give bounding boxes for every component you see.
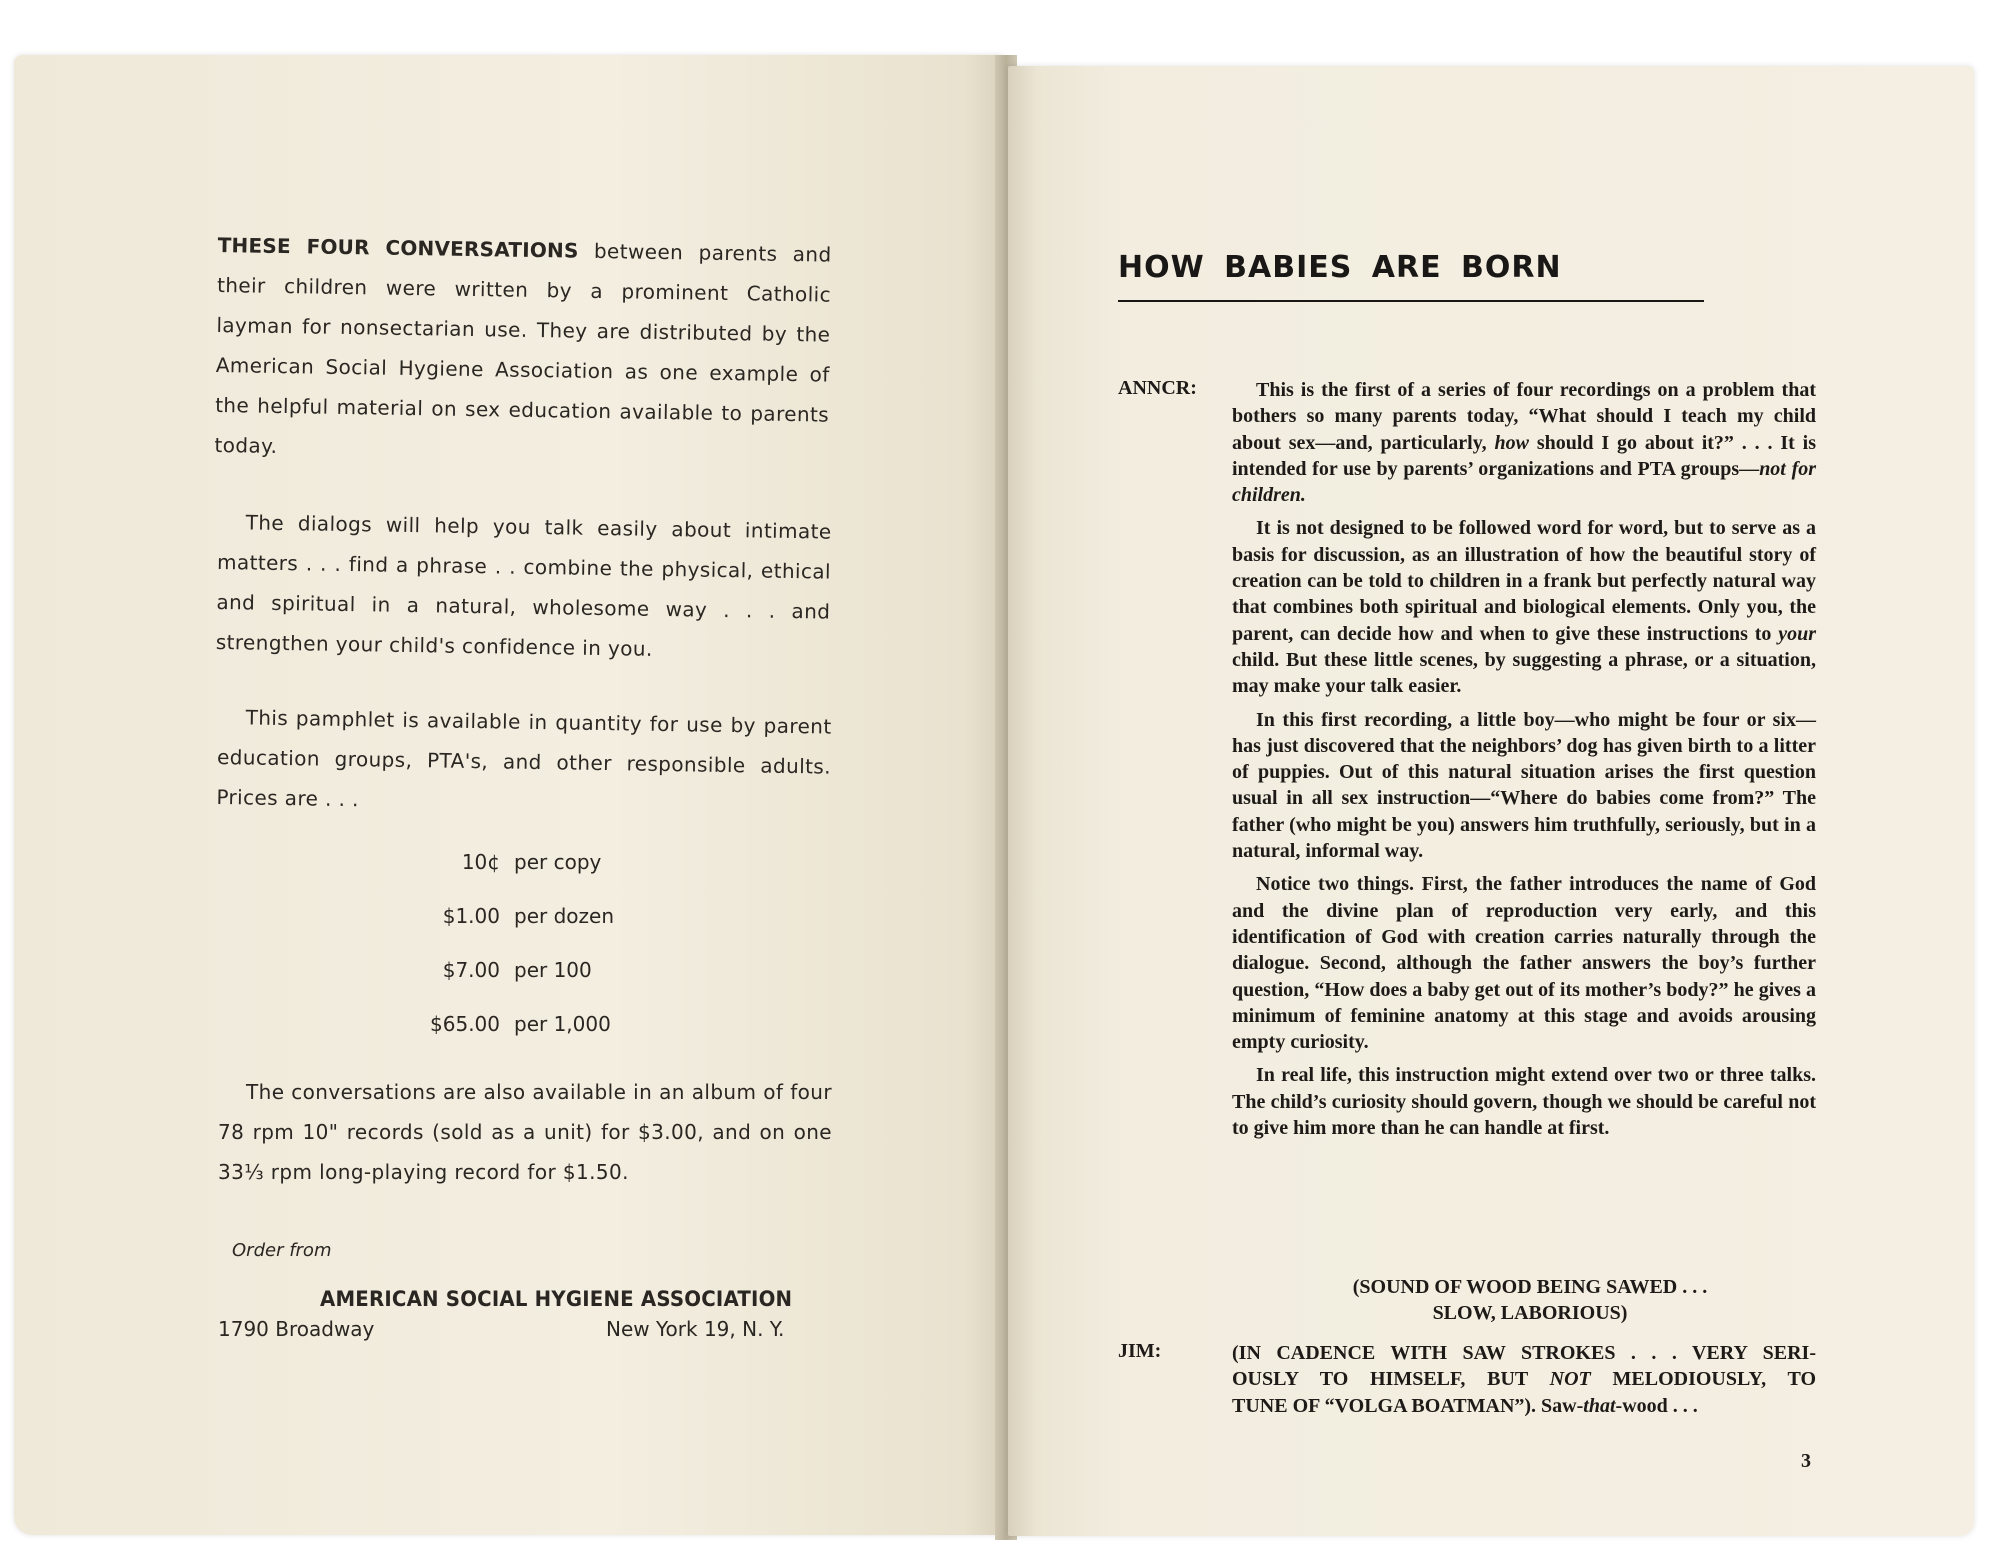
album-text: The conversations are also available in an album of four 78 rpm 10" records (sold as a unit) for $3.00, and on one 33⅓ rpm long-playing record for $1.50. (218, 1080, 832, 1184)
dialogs-paragraph (215, 502, 831, 672)
announcer-paragraph-3: In this first recording, a little boy—who might be four or six—has just discovered that the neighbors’ dog has given birth to a litter of puppies. Out of this natural situation arises the first question usual in all sex instruction—“Where do babies come from?” The father (who might be you) answers him truthfully, seriously, but in a natural, informal way. (1232, 708, 1816, 863)
address-city: New York 19, N. Y. (606, 1317, 785, 1341)
jim-line-2-text-2: MELODIOUSLY, TO (1590, 1368, 1817, 1391)
jim-text (1232, 1340, 1816, 1419)
para1-emphasis: how (1494, 431, 1529, 454)
announcer-paragraph-1 (1232, 377, 1816, 508)
para2-text-2: child. But these little scenes, by suggesting a phrase, or a situation, may make your talk easier. (1232, 648, 1816, 698)
jim-line-2-emphasis: NOT (1549, 1368, 1591, 1391)
intro-text: between parents and their children were written by a prominent Catholic layman for nonsectarian use. They are distributed by the American Social Hygiene Association as one example of the helpful material on sex education available to parents today. (214, 238, 832, 458)
availability-paragraph (216, 697, 832, 827)
speaker-label-annc: ANNCR: (1118, 377, 1197, 399)
order-from-label: Order from (232, 1240, 332, 1261)
title-underline (1118, 300, 1704, 302)
organization-name: AMERICAN SOCIAL HYGIENE ASSOCIATION (320, 1287, 793, 1311)
price-unit: per 100 (514, 958, 592, 982)
price-amount: $1.00 (442, 904, 500, 928)
price-amount: 10¢ (461, 850, 500, 874)
announcer-paragraph-4: Notice two things. First, the father introduces the name of God and the divine plan of reproduction very early, and this identification of God with creation carries naturally through the dialogue. Second, although the father answers the boy’s further question, “How does a baby get out of its mother’s body?” he gives a minimum of feminine anatomy at this stage and avoids arousing empty curiosity. (1232, 873, 1816, 1054)
price-amount: $7.00 (442, 958, 500, 982)
price-row (380, 943, 680, 997)
price-unit: per 1,000 (514, 1012, 611, 1036)
intro-paragraph (214, 225, 832, 475)
availability-text: This pamphlet is available in quantity for use by parent education groups, PTA's, and other responsible adults. Prices are . . . (216, 705, 832, 812)
speaker-label-jim: JIM: (1118, 1340, 1162, 1362)
price-row (380, 889, 680, 943)
album-paragraph (218, 1072, 832, 1192)
stage-line-1: (SOUND OF WOOD BEING SAWED . . . (1352, 1276, 1708, 1298)
announcer-text (1232, 377, 1816, 1148)
price-row (380, 835, 680, 889)
para2-text: It is not designed to be followed word for word, but to serve as a basis for discussion, as an illustration of how the beautiful story of creation can be told to children in a frank but perfectly natural way that combines both spiritual and biological elements. Only you, the parent, can decide how and when to give these instructions to (1232, 517, 1816, 645)
price-unit: per dozen (514, 904, 614, 928)
stage-direction (1300, 1274, 1760, 1327)
price-row (380, 997, 680, 1051)
page-number: 3 (1801, 1450, 1811, 1472)
jim-line-2 (1232, 1366, 1816, 1392)
price-unit: per copy (514, 850, 602, 874)
page-title: HOW BABIES ARE BORN (1118, 250, 1562, 285)
price-list (380, 835, 680, 1051)
intro-lead: THESE FOUR CONVERSATIONS (217, 232, 579, 263)
announcer-paragraph-2 (1232, 515, 1816, 699)
jim-line-3-text: TUNE OF “VOLGA BOATMAN”). Saw- (1232, 1394, 1584, 1417)
price-amount: $65.00 (430, 1012, 500, 1036)
para1-text-2: should I go about it?” . . . It is intended for use by parents’ organizations and PTA groups— (1232, 431, 1817, 480)
para2-emphasis: your (1778, 622, 1816, 645)
jim-line-3 (1232, 1393, 1816, 1419)
jim-line-3-emphasis: that (1583, 1394, 1616, 1417)
para1-emphasis-2: not for children. (1232, 457, 1817, 507)
stage-line-2: SLOW, LABORIOUS) (1432, 1302, 1628, 1325)
jim-line-3-text-2: -wood . . . (1615, 1394, 1698, 1417)
jim-line-1: (IN CADENCE WITH SAW STROKES . . . VERY SERI- (1232, 1342, 1816, 1364)
jim-line-2-text: OUSLY TO HIMSELF, BUT (1232, 1368, 1550, 1391)
dialogs-text: The dialogs will help you talk easily about intimate matters . . . find a phrase . . combine the physical, ethical and spiritual in a natural, wholesome way . . . and strengthen your child's confidence in you. (215, 510, 832, 661)
address-street: 1790 Broadway (218, 1317, 375, 1341)
announcer-paragraph-5: In real life, this instruction might extend over two or three talks. The child’s curiosity should govern, though we should be careful not to give him more than he can handle at first. (1232, 1064, 1816, 1140)
para1-text: This is the first of a series of four recordings on a problem that bothers so many parents today, “What should I teach my child about sex—and, particularly, (1232, 379, 1816, 454)
